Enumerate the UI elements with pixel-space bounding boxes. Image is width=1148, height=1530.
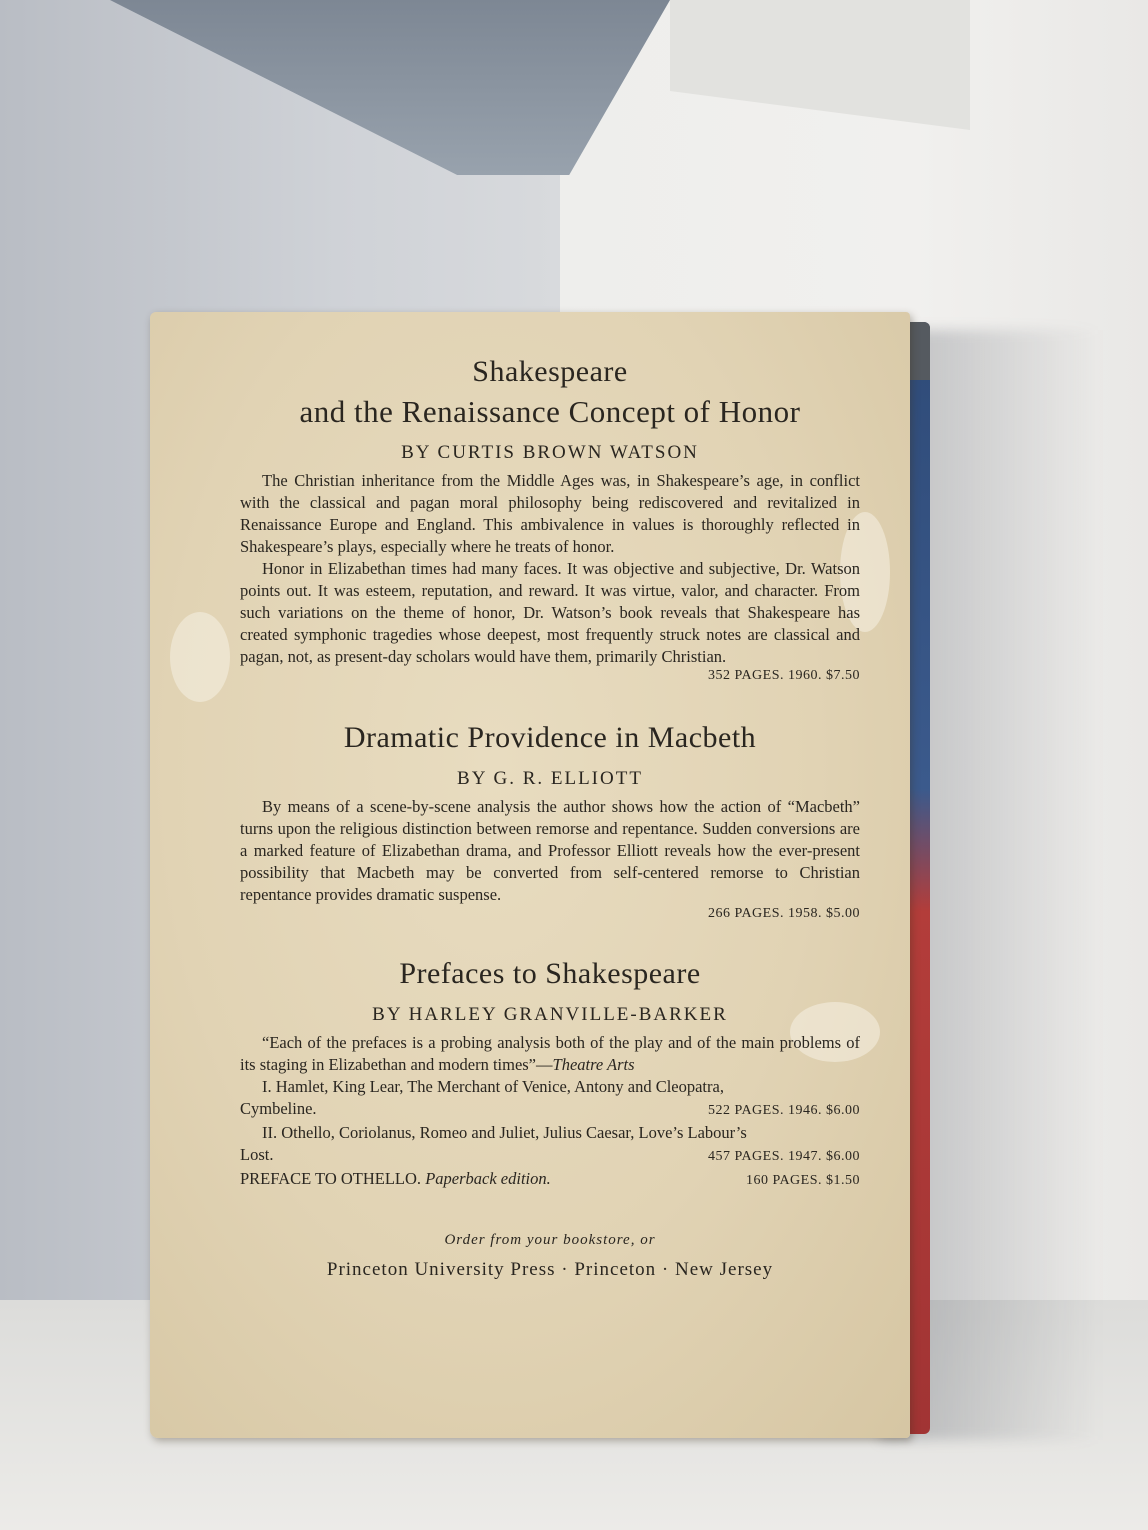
volume-two-end: Lost.	[240, 1145, 274, 1164]
book-details	[240, 906, 860, 922]
book-back-cover	[150, 312, 910, 1438]
book-details	[240, 668, 860, 684]
volume-one-row	[240, 1098, 860, 1122]
cover-stain	[170, 612, 230, 702]
othello-details: 160 PAGES. $1.50	[745, 1173, 860, 1188]
volume-one-details: 522 PAGES. 1946. $6.00	[707, 1103, 860, 1118]
section-title: Dramatic Providence in Macbeth	[343, 721, 757, 754]
volume-two-details: 457 PAGES. 1947. $6.00	[707, 1149, 860, 1164]
spacer	[240, 684, 860, 718]
quote-text: “Each of the prefaces is a probing analysis both of the play and of the main problems of its staging in Elizabethan and modern times”—	[240, 1033, 860, 1074]
section-title: Shakespeare	[472, 355, 628, 388]
othello-edition: Paperback edition.	[425, 1169, 551, 1188]
volume-two-row	[240, 1144, 860, 1168]
author-byline: BY CURTIS BROWN WATSON	[401, 442, 699, 463]
book-details-text: 266 PAGES. 1958. $5.00	[707, 906, 860, 921]
section-title-line2: and the Renaissance Concept of Honor	[299, 394, 801, 429]
description-paragraph: The Christian inheritance from the Middle Ages was, in Shakespeare’s age, in conflict with the classical and pagan moral philosophy being rediscovered and revitalized in Renaissance Europe and England. This ambivalence in values is thoroughly reflected in Shakespeare’s plays, especially where he treats of honor.	[240, 471, 860, 556]
volume-one-end: Cymbeline.	[240, 1099, 317, 1118]
book-details-text: 352 PAGES. 1960. $7.50	[707, 668, 860, 683]
volume-two-titles: II. Othello, Coriolanus, Romeo and Juliet, Julius Caesar, Love’s Labour’s	[262, 1123, 747, 1142]
publisher-line: Princeton University Press · Princeton · New Jersey	[326, 1259, 774, 1280]
quote-source: Theatre Arts	[552, 1055, 635, 1074]
spacer	[240, 922, 860, 954]
cover-text	[240, 352, 860, 1281]
order-line: Order from your bookstore, or	[444, 1232, 656, 1248]
description-paragraph: By means of a scene-by-scene analysis the author shows how the action of “Macbeth” turns upon the religious distinction between remorse and repentance. Sudden conversions are a marked feature of Elizabethan drama, and Professor Elliott reveals how the ever-present possibility that Macbeth may be converted from self-centered remorse to Christian repentance provides dramatic suspense.	[240, 797, 860, 904]
review-quote	[240, 1032, 860, 1076]
description-paragraph: Honor in Elizabethan times had many faces. It was objective and subjective, Dr. Watson points out. It was esteem, reputation, and reward. It was virtue, valor, and character. From such variations on the theme of honor, Dr. Watson’s book reveals that Shakespeare has created symphonic tragedies whose deepest, most frequently struck notes are classical and pagan, not, as present-day scholars would have them, primarily Christian.	[240, 559, 860, 666]
section-title: Prefaces to Shakespeare	[399, 957, 701, 990]
volume-one-titles: I. Hamlet, King Lear, The Merchant of Venice, Antony and Cleopatra,	[262, 1077, 724, 1096]
author-byline: BY HARLEY GRANVILLE-BARKER	[372, 1004, 728, 1025]
othello-title: PREFACE TO OTHELLO.	[240, 1169, 422, 1188]
author-byline: BY G. R. ELLIOTT	[457, 768, 643, 789]
othello-row	[240, 1168, 860, 1192]
